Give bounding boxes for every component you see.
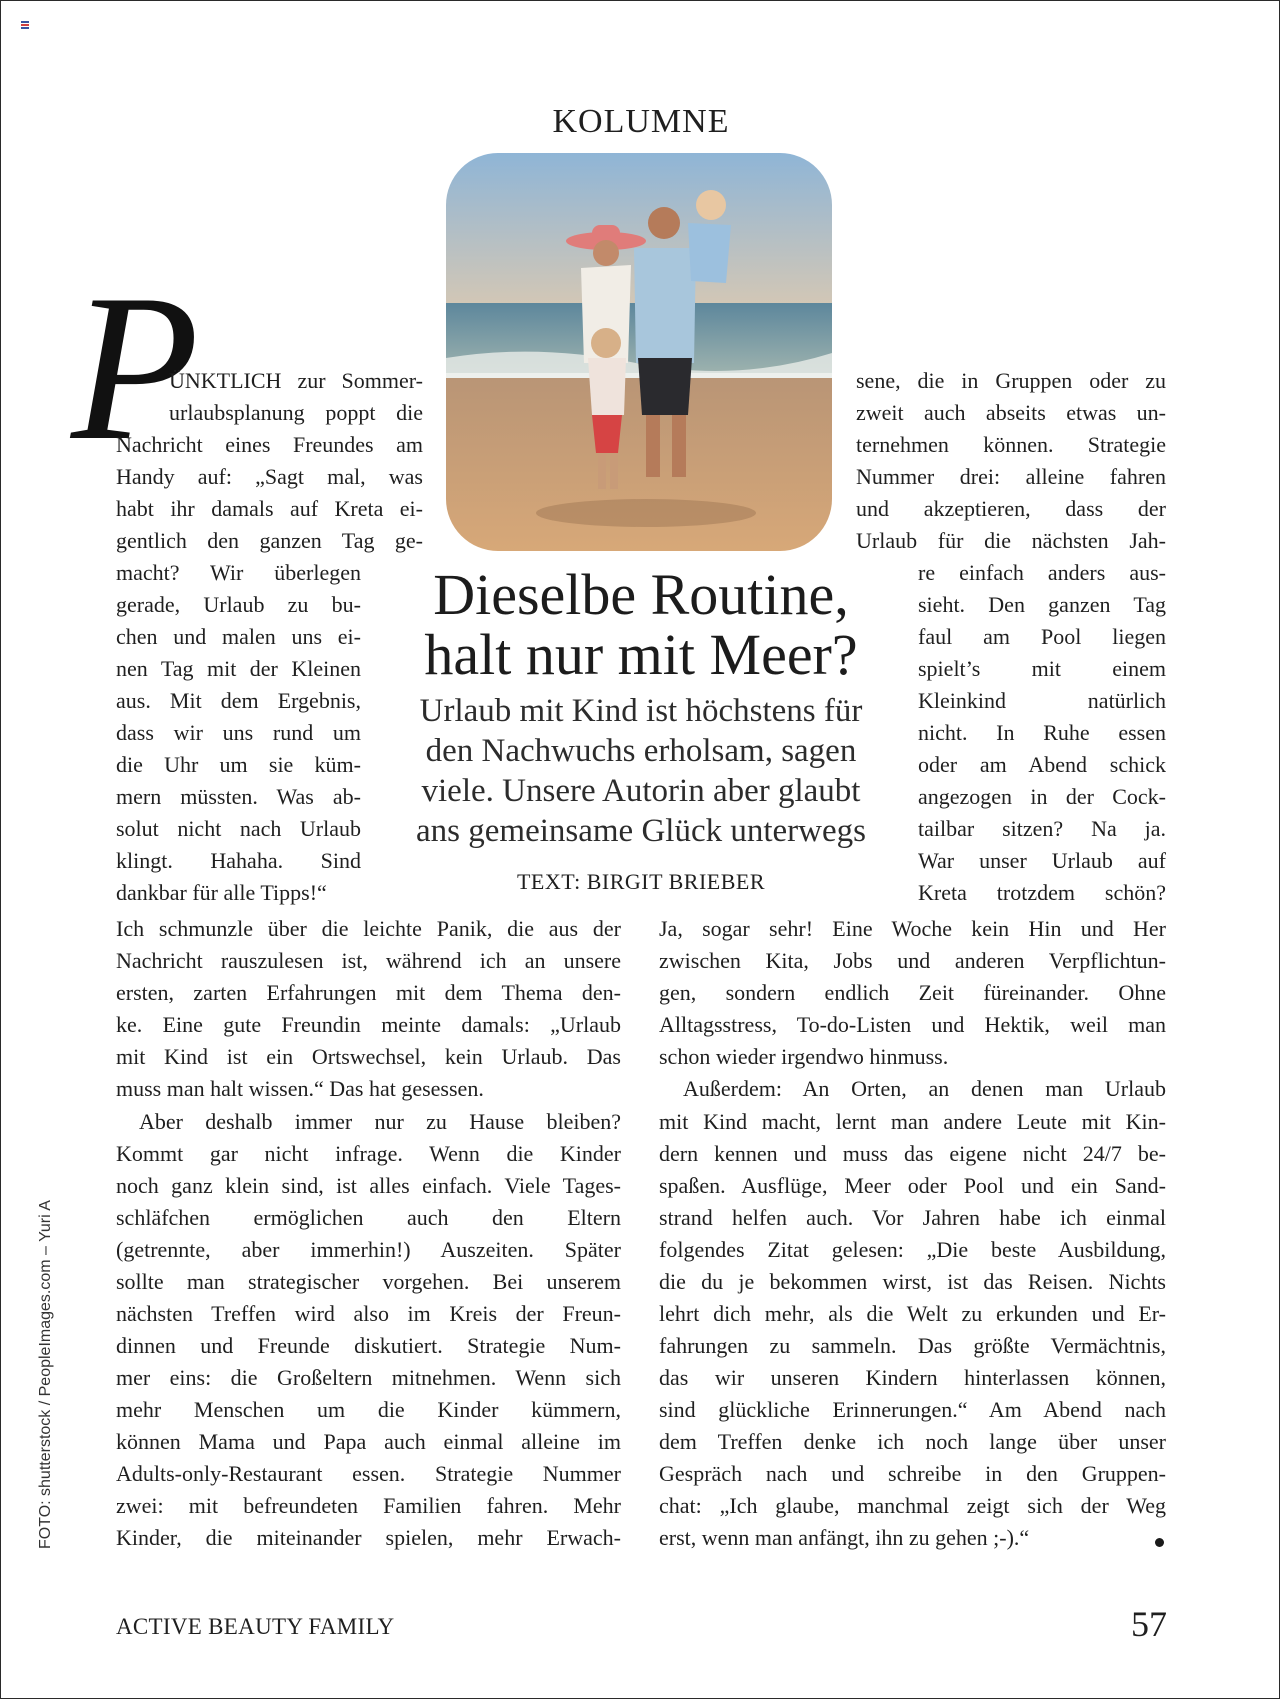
text-line: Adults-only-Restaurant essen. Strategie Nummer — [116, 1461, 621, 1486]
deck-line: Urlaub mit Kind ist höchstens für — [419, 693, 863, 729]
section-label: KOLUMNE — [552, 103, 730, 140]
text-line: sollte man strategischer vorgehen. Bei unserem — [116, 1269, 621, 1294]
text-line: mern müssten. Was ab- — [116, 784, 361, 809]
text-line: fahrungen zu sammeln. Das größte Vermächtnis, — [659, 1333, 1166, 1358]
page-number: 57 — [1131, 1604, 1167, 1644]
text-line: Kinder, die miteinander spielen, mehr Erwach- — [116, 1525, 621, 1550]
text-line: Gespräch nach und schreibe in den Gruppen- — [659, 1461, 1166, 1486]
text-line: Kreta trotzdem schön? — [918, 880, 1166, 905]
text-line: gerade, Urlaub zu bu- — [116, 592, 361, 617]
text-line: chen und malen uns ei- — [116, 624, 361, 649]
text-line: klingt. Hahaha. Sind — [116, 848, 361, 873]
text-line: Nachricht eines Freundes am — [116, 432, 423, 457]
text-line: re einfach anders aus- — [918, 560, 1166, 585]
text-line: War unser Urlaub auf — [918, 848, 1166, 873]
text-line: Aber deshalb immer nur zu Hause bleiben? — [139, 1109, 621, 1134]
text-line: urlaubsplanung poppt die — [169, 400, 423, 425]
text-line: Urlaub für die nächsten Jah- — [856, 528, 1166, 553]
text-line: sind glückliche Erinnerungen.“ Am Abend nach — [659, 1397, 1166, 1422]
text-line: habt ihr damals auf Kreta ei- — [116, 496, 423, 521]
text-line: spaßen. Ausflüge, Meer oder Pool und ein Sand- — [659, 1173, 1166, 1198]
text-line: sieht. Den ganzen Tag — [918, 592, 1166, 617]
text-line: sene, die in Gruppen oder zu — [856, 368, 1166, 393]
headline-line-2: halt nur mit Meer? — [424, 622, 858, 687]
text-line: zwei: mit befreundeten Familien fahren. Mehr — [116, 1493, 621, 1518]
dropcap: P — [71, 252, 200, 484]
text-line: ersten, zarten Erfahrungen mit dem Thema den- — [116, 980, 621, 1005]
text-line: schon wieder irgendwo hinmuss. — [659, 1044, 949, 1069]
text-line: mit Kind ist ein Ortswechsel, kein Urlaub. Das — [116, 1044, 621, 1069]
text-line: zweit auch abseits etwas un- — [856, 400, 1166, 425]
text-line: dinnen und Freunde diskutiert. Strategie Num- — [116, 1333, 621, 1358]
text-line: Ja, sogar sehr! Eine Woche kein Hin und Her — [659, 916, 1166, 941]
text-line: tailbar sitzen? Na ja. — [918, 816, 1166, 841]
text-line: nicht. In Ruhe essen — [918, 720, 1166, 745]
text-line: zwischen Kita, Jobs und anderen Verpflichtun- — [659, 948, 1166, 973]
text-line: können Mama und Papa auch einmal alleine im — [116, 1429, 621, 1454]
text-line: aus. Mit dem Ergebnis, — [116, 688, 361, 713]
text-line: das wir unseren Kindern hinterlassen können, — [659, 1365, 1166, 1390]
end-of-article-bullet — [1155, 1538, 1164, 1547]
headline-line-1: Dieselbe Routine, — [433, 562, 849, 627]
text-line: folgendes Zitat gelesen: „Die beste Ausbildung, — [659, 1237, 1166, 1262]
text-line: gen, sondern endlich Zeit füreinander. Ohne — [659, 980, 1166, 1005]
text-line: die du je bekommen wirst, ist das Reisen. Nichts — [659, 1269, 1166, 1294]
deck-line: den Nachwuchs erholsam, sagen — [425, 733, 857, 769]
text-line: angezogen in der Cock- — [918, 784, 1166, 809]
text-line: ke. Eine gute Freundin meinte damals: „Urlaub — [116, 1012, 621, 1037]
text-line: erst, wenn man anfängt, ihn zu gehen ;-).“ — [659, 1525, 1030, 1550]
text-line: nen Tag mit der Kleinen — [116, 656, 361, 681]
byline: TEXT: BIRGIT BRIEBER — [516, 869, 766, 894]
text-line: gentlich den ganzen Tag ge- — [116, 528, 423, 553]
text-line: noch ganz klein sind, ist alles einfach. Viele Tages- — [116, 1173, 621, 1198]
text-line: Nachricht rauszulesen ist, während ich an unsere — [116, 948, 621, 973]
text-line: dass wir uns rund um — [116, 720, 361, 745]
deck-line: viele. Unsere Autorin aber glaubt — [421, 773, 861, 809]
text-line: chat: „Ich glaube, manchmal zeigt sich der Weg — [659, 1493, 1166, 1518]
text-line: ternehmen können. Strategie — [856, 432, 1166, 457]
text-line: ÜNKTLICH zur Sommer- — [169, 368, 423, 393]
text-line: Ich schmunzle über die leichte Panik, die aus der — [116, 916, 621, 941]
photo-credit: FOTO: shutterstock / PeopleImages.com – Yuri A — [37, 1200, 54, 1549]
text-line: (getrennte, aber immerhin!) Auszeiten. Später — [116, 1237, 621, 1262]
text-line: oder am Abend schick — [918, 752, 1166, 777]
text-line: Nummer drei: alleine fahren — [856, 464, 1166, 489]
text-line: dem Treffen denke ich noch lange über unser — [659, 1429, 1166, 1454]
text-line: muss man halt wissen.“ Das hat gesessen. — [116, 1076, 484, 1101]
footer-magazine-name: ACTIVE BEAUTY FAMILY — [116, 1614, 395, 1639]
deck-line: ans gemeinsame Glück unterwegs — [416, 813, 866, 849]
family-beach-photo — [446, 153, 832, 551]
text-line: und akzeptieren, dass der — [856, 496, 1166, 521]
text-line: nächsten Treffen wird also im Kreis der Freun- — [116, 1301, 621, 1326]
text-line: die Uhr um sie küm- — [116, 752, 361, 777]
text-line: Außerdem: An Orten, an denen man Urlaub — [683, 1076, 1166, 1101]
text-line: solut nicht nach Urlaub — [116, 816, 361, 841]
text-line: dankbar für alle Tipps!“ — [116, 880, 327, 905]
text-line: spielt’s mit einem — [918, 656, 1166, 681]
text-line: mer eins: die Großeltern mitnehmen. Wenn sich — [116, 1365, 621, 1390]
text-line: Kommt gar nicht infrage. Wenn die Kinder — [116, 1141, 621, 1166]
text-line: mit Kind macht, lernt man andere Leute mit Kin- — [659, 1109, 1166, 1134]
text-line: strand helfen auch. Vor Jahren habe ich einmal — [659, 1205, 1166, 1230]
text-line: macht? Wir überlegen — [116, 560, 361, 585]
corner-color-mark — [21, 21, 29, 28]
text-line: schläfchen ermöglichen auch den Eltern — [116, 1205, 621, 1230]
text-line: Alltagsstress, To-do-Listen und Hektik, weil man — [659, 1012, 1166, 1037]
text-line: lehrt dich mehr, als die Welt zu erkunden und Er- — [659, 1301, 1166, 1326]
text-line: faul am Pool liegen — [918, 624, 1166, 649]
text-line: dern kennen und muss das eigene nicht 24/7 be- — [659, 1141, 1166, 1166]
text-line: mehr Menschen um die Kinder kümmern, — [116, 1397, 621, 1422]
text-line: Handy auf: „Sagt mal, was — [116, 464, 423, 489]
text-line: Kleinkind natürlich — [918, 688, 1166, 713]
